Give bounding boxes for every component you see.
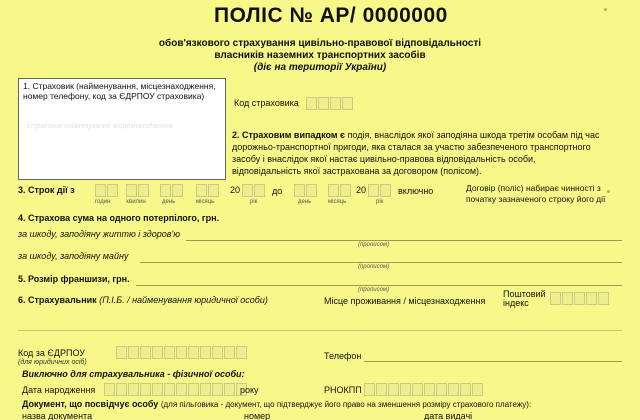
section6-label: 6. Страхувальник — [18, 295, 97, 305]
month-cells[interactable] — [196, 184, 220, 197]
phone-line[interactable] — [364, 361, 622, 362]
to-year-prefix: 20 — [356, 185, 367, 195]
validity-note-1: Договір (поліс) набирає чинності з — [466, 183, 601, 193]
year-word: року — [240, 385, 259, 395]
doc-number-label: номер — [244, 411, 271, 420]
to-month-cells[interactable] — [328, 184, 352, 197]
insurer-code-cells[interactable] — [306, 97, 354, 110]
unit-to-month: місяць — [328, 199, 347, 205]
property-in-words-hint: (прописом) — [358, 264, 390, 270]
edrpou-label: Код за ЄДРПОУ — [18, 348, 85, 358]
property-label: за шкоду, заподіяну майну — [18, 251, 129, 261]
policy-number: 0000000 — [362, 4, 448, 27]
section5-label: 5. Розмір франшизи, грн. — [18, 274, 130, 284]
doc-date-label: дата видачі — [424, 411, 473, 420]
unit-to-year: рік — [376, 199, 384, 205]
document-label: Документ, що посвідчує особу — [22, 399, 159, 409]
insurer-box[interactable] — [18, 78, 226, 180]
section2-prefix: 2. Страховим випадком є — [232, 130, 346, 140]
insurer-box-label: 1. Страховик (найменування, місцезнаходження, номер телефону, код за ЄДРПОУ страховика) — [23, 81, 216, 101]
section6-label-note: (П.І.Б. / найменування юридичної особи) — [99, 295, 268, 305]
minutes-cells[interactable] — [126, 184, 150, 197]
postal-index-cells[interactable] — [550, 292, 610, 305]
unit-year: рік — [250, 199, 258, 205]
birth-date-cells[interactable] — [104, 383, 248, 396]
edrpou-cells[interactable] — [116, 346, 248, 359]
unit-minutes: хвилин — [126, 199, 146, 205]
property-line[interactable] — [140, 262, 622, 263]
unit-to-day: день — [298, 199, 312, 205]
day-cells[interactable] — [160, 184, 184, 197]
year-cells[interactable] — [242, 184, 266, 197]
unit-day: день — [162, 199, 176, 205]
validity-note-2: початку зазначеного строку його дії — [466, 194, 606, 204]
document-row — [22, 399, 531, 409]
doc-name-label: назва документа — [22, 411, 93, 420]
policyholder-line[interactable] — [18, 330, 622, 331]
policy-title — [214, 4, 448, 28]
section2-text-1: подія, внаслідок якої заподіяна шкода третім особам під час — [347, 130, 600, 140]
subtitle-2: власників наземних транспортних засобів — [214, 50, 426, 61]
postal-label-1: Поштовий — [503, 289, 546, 299]
deductible-in-words-hint: (прописом) — [358, 287, 390, 293]
insurer-code-label: Код страховика — [234, 98, 299, 108]
postal-label-2: індекс — [503, 298, 529, 308]
rnokpp-cells[interactable] — [364, 383, 484, 396]
hours-cells[interactable] — [95, 184, 119, 197]
to-label: до — [272, 186, 283, 196]
year-prefix: 20 — [230, 185, 241, 195]
section3-label: 3. Строк дії з — [18, 185, 75, 195]
section2-line1 — [232, 130, 599, 140]
rnokpp-label: РНОКПП — [324, 385, 362, 395]
policy-title-prefix: ПОЛІС № АР/ — [214, 4, 357, 27]
inclusive-label: включно — [398, 186, 434, 196]
subtitle-1: обов'язкового страхування цивільно-правової відповідальності — [158, 38, 482, 49]
deductible-line[interactable] — [136, 285, 622, 286]
section4-label: 4. Страхова сума на одного потерпілого, грн. — [18, 213, 220, 223]
phone-label: Телефон — [324, 351, 362, 361]
to-day-cells[interactable] — [294, 184, 318, 197]
unit-month: місяць — [196, 199, 215, 205]
registration-dot — [607, 190, 610, 193]
document-note: (для пільговика - документ, що підтверджує його право на зменшення розміру страхового платежу): — [160, 400, 532, 409]
life-in-words-hint: (прописом) — [358, 242, 390, 248]
section6-label-row — [18, 295, 268, 305]
unit-hours: годин — [95, 199, 111, 205]
registration-dot — [604, 8, 607, 11]
section2-line2: дорожньо-транспортної пригоди, яка сталася за участю забезпеченого транспортного — [232, 142, 591, 152]
to-year-cells[interactable] — [368, 184, 392, 197]
edrpou-note: (для юридичних осіб) — [18, 359, 87, 366]
life-health-label: за шкоду, заподіяну життю і здоров'ю — [18, 229, 180, 239]
section2-line3: засобу і внаслідок якої настає цивільно-правова відповідальність особи, — [232, 154, 536, 164]
physical-person-heading: Виключно для страхувальника - фізичної особи: — [22, 369, 245, 379]
subtitle-3: (діє на території України) — [253, 62, 387, 73]
faint-background-text: страховик найменування місцезнаходження — [27, 123, 173, 130]
address-label: Місце проживання / місцезнаходження — [324, 296, 486, 306]
birth-date-label: Дата народження — [22, 385, 96, 395]
life-health-line[interactable] — [186, 240, 622, 241]
section2-line4: відповідальність якої застрахована за договором (полісом). — [232, 166, 482, 176]
